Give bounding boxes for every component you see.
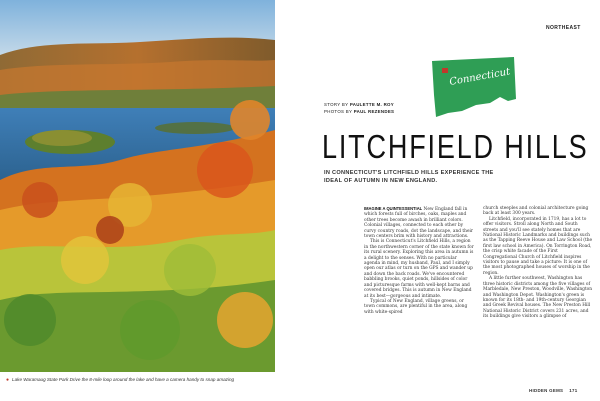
- page-footer: [529, 388, 578, 393]
- magazine-name: HIDDEN GEMS: [529, 388, 564, 393]
- body-paragraph: A little further southwest, Washington has three historic districts among the five villages of Marbledale, New Preston, Woodville, Washington and Washington Depot. Washington's green is known for its 18th- and 19th-century Georgian and Greek Revival houses. The New Preston Hill National Historic District covers 231 acres, and its buildings give visitors a glimpse of: [483, 276, 593, 320]
- body-paragraph: IMAGINE A QUINTESSENTIAL New England fall in which forests full of birches, oaks, maples and other trees become awash in brilliant colors. Colonial villages, connected to each other by curvy country roads, dot the landscape, and their town centers brim with history and attractions.: [364, 206, 474, 240]
- photo-credit: [324, 109, 394, 116]
- photo-caption: [6, 377, 274, 384]
- story-author: PAULETTE M. ROY: [349, 102, 395, 107]
- page-number: 171: [569, 388, 578, 393]
- body-column-2: [483, 206, 593, 320]
- section-label: NORTHEAST: [546, 25, 581, 31]
- caption-bullet-icon: ●: [6, 377, 10, 383]
- photo-credit-label: PHOTOS BY: [324, 108, 353, 114]
- caption-text: Lake Waramaug State Park Drive the 8-mile loop around the lake and have a camera handy to snap amazing: [12, 377, 235, 382]
- body-column-1: [364, 206, 474, 315]
- article-title: LITCHFIELD HILLS: [322, 128, 589, 165]
- body-paragraph: Typical of New England, village greens, or town commons, are plentiful in the area, along with white-spired: [364, 298, 468, 315]
- connecticut-map-shape: [428, 55, 518, 119]
- photo-author: PAUL REZENDES: [353, 108, 395, 114]
- region-marker-icon: [442, 68, 448, 73]
- lead-in: IMAGINE A QUINTESSENTIAL: [364, 206, 423, 211]
- article-subtitle: IN CONNECTICUT'S LITCHFIELD HILLS EXPERIENCE THE IDEAL OF AUTUMN IN NEW ENGLAND.: [324, 170, 494, 184]
- body-paragraph: Litchfield, incorporated in 1719, has a lot to offer visitors. Stroll along North and South streets and you'll see stately homes that are National Historic Landmarks and buildings such as the Tapping Reeve House and Law School (the first law school in America). On Torrington Road, the crisp white facade of the First Congregational Church of Litchfield inspires visitors to pause and take a picture: It is one of the most photographed houses of worship in the region.: [483, 216, 593, 276]
- state-label: Connecticut: [448, 66, 511, 88]
- body-paragraph: church steeples and colonial architecture going back at least 300 years.: [483, 206, 589, 217]
- lake-foliage-photo: [0, 0, 275, 372]
- state-outline: [432, 57, 516, 117]
- body-paragraph: This is Connecticut's Litchfield Hills, a region in the northwestern corner of the state known for its rural scenery. Exploring this area in autumn is a delight to the senses. With no particular agenda in mind, my husband, Paul, and I simply open our atlas or turn on the GPS and wander up and down the back roads. We've encountered babbling brooks, quiet ponds, hillsides of color and picturesque farms with well-kept barns and covered bridges. This is autumn in New England at its best—gorgeous and intimate.: [364, 239, 474, 299]
- connecticut-map: [428, 55, 518, 119]
- photo-illustration: [0, 0, 275, 372]
- byline: [324, 102, 394, 115]
- story-credit-label: STORY BY: [324, 102, 349, 107]
